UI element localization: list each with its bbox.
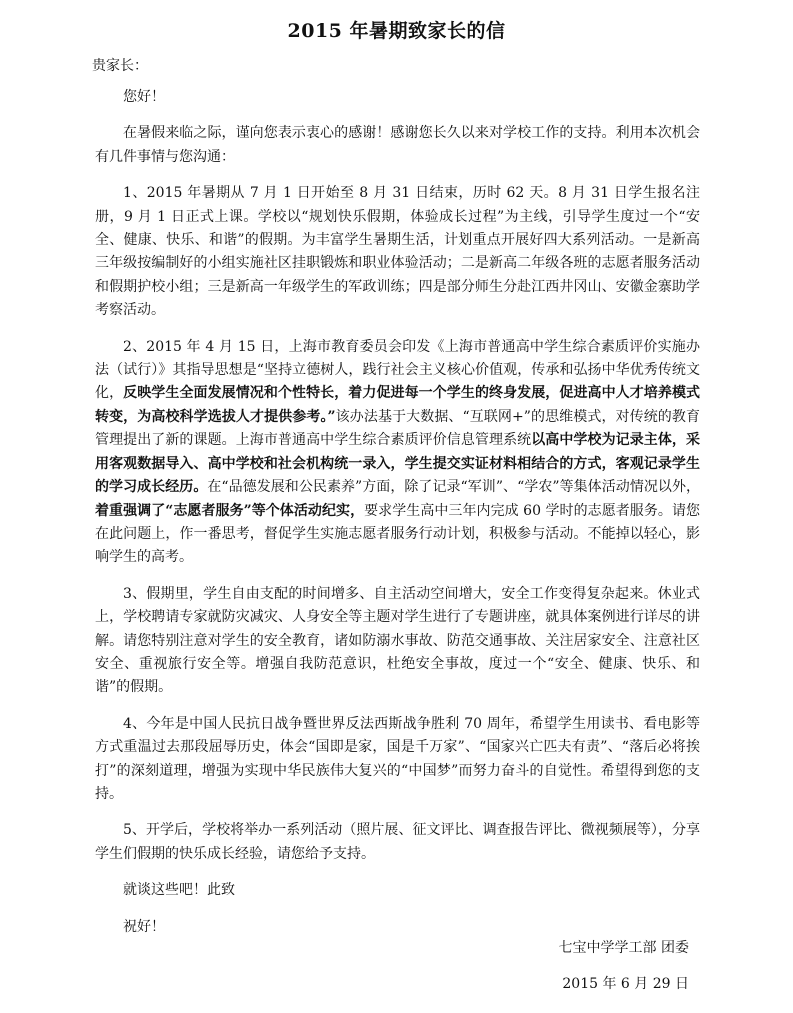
closing-line: 就谈这些吧！此致 — [123, 882, 235, 899]
item-3-paragraph: 3、假期里，学生自由支配的时间增多、自主活动空间增大，安全工作变得复杂起来。休业式上，学校聘请专家就防灾减灾、人身安全等主题对学生进行了专题讲座，就具体案例进行详尽的讲解。请您特别注意对学生的安全教育，诸如防溺水事故、防范交通事故、关注居家安全、注意社区安全、重视旅行安全等。增强自我防范意识，杜绝安全事故，度过一个“安全、健康、快乐、和谐”的假期。 — [95, 585, 700, 696]
hello-line: 您好！ — [123, 89, 165, 105]
item-2-text-3: 在“品德发展和公民素养”方面，除了记录“军训”、“学农”等集体活动情况以外， — [207, 479, 700, 496]
salutation: 贵家长： — [92, 58, 148, 74]
item-2-bold-2: 以高中学校为记录主体，采用客观数据导入、高中学校和社会机构统一录入，学生提交实证材料相结合的方式，客观记录学生的学习成长经历。 — [95, 432, 701, 496]
item-5-paragraph: 5、开学后，学校将举办一系列活动（照片展、征文评比、调查报告评比、微视频展等），分享学生们假期的快乐成长经验，请您给予支持。 — [95, 822, 700, 862]
item-1-paragraph: 1、2015 年暑期从 7 月 1 日开始至 8 月 31 日结束，历时 62 天。8 月 31 日学生报名注册，9 月 1 日正式上课。学校以“规划快乐假期，体验成长过程”为主线，引导学生度过一个“安全、健康、快乐、和谐”的假期。为丰富学生暑期生活，计划重点开展好四大系列活动。一是新高三年级按编制好的小组实施社区挂职锻炼和职业体验活动；二是新高二年级各班的志愿者服务活动和假期护校小组；三是新高一年级学生的军政训练；四是部分师生分赴江西井冈山、安徽金寨助学考察活动。 — [95, 185, 700, 319]
item-2-text-4: 要求学生高中三年内完成 60 学时的志愿者服务。请您在此问题上，作一番思考，督促学生实施志愿者服务行动计划，积极参与活动。不能掉以轻心，影响学生的高考。 — [95, 502, 701, 566]
item-2-bold-1: 反映学生全面发展情况和个性特长，着力促进每一个学生的终身发展，促进高中人才培养模式转变，为高校科学选拔人才提供参考。” — [95, 385, 701, 425]
item-2-text-1: 2、2015 年 4 月 15 日，上海市教育委员会印发《上海市普通高中学生综合素质评价实施办法（试行）》其指导思想是“坚持立德树人，践行社会主义核心价值观，传承和弘扬中华优秀传统文化， — [95, 338, 700, 402]
item-2-bold-3: 着重强调了“志愿者服务”等个体活动纪实， — [95, 502, 365, 519]
signature: 七宝中学学工部 团委 — [558, 940, 689, 956]
intro-paragraph: 在暑假来临之际，谨向您表示衷心的感谢！感谢您长久以来对学校工作的支持。利用本次机会有几件事情与您沟通： — [95, 125, 700, 165]
letter-title: 2015 年暑期致家长的信 — [287, 20, 506, 42]
wishes-line: 祝好！ — [123, 918, 165, 935]
item-4-paragraph: 4、今年是中国人民抗日战争暨世界反法西斯战争胜利 70 周年，希望学生用读书、看电影等方式重温过去那段屈辱历史，体会“国即是家，国是千万家”、“国家兴亡匹夫有责”、“落后必将挨打”的深刻道理，增强为实现中华民族伟大复兴的“中国梦”而努力奋斗的自觉性。希望得到您的支持。 — [95, 715, 700, 802]
letter-date: 2015 年 6 月 29 日 — [562, 976, 689, 992]
item-2-text-2: 该办法基于大数据、“互联网+”的思维模式，对传统的教育管理提出了新的课题。上海市普通高中学生综合素质评价信息管理系统 — [95, 408, 700, 449]
item-2-paragraph — [95, 336, 700, 570]
letter-body — [95, 86, 700, 952]
